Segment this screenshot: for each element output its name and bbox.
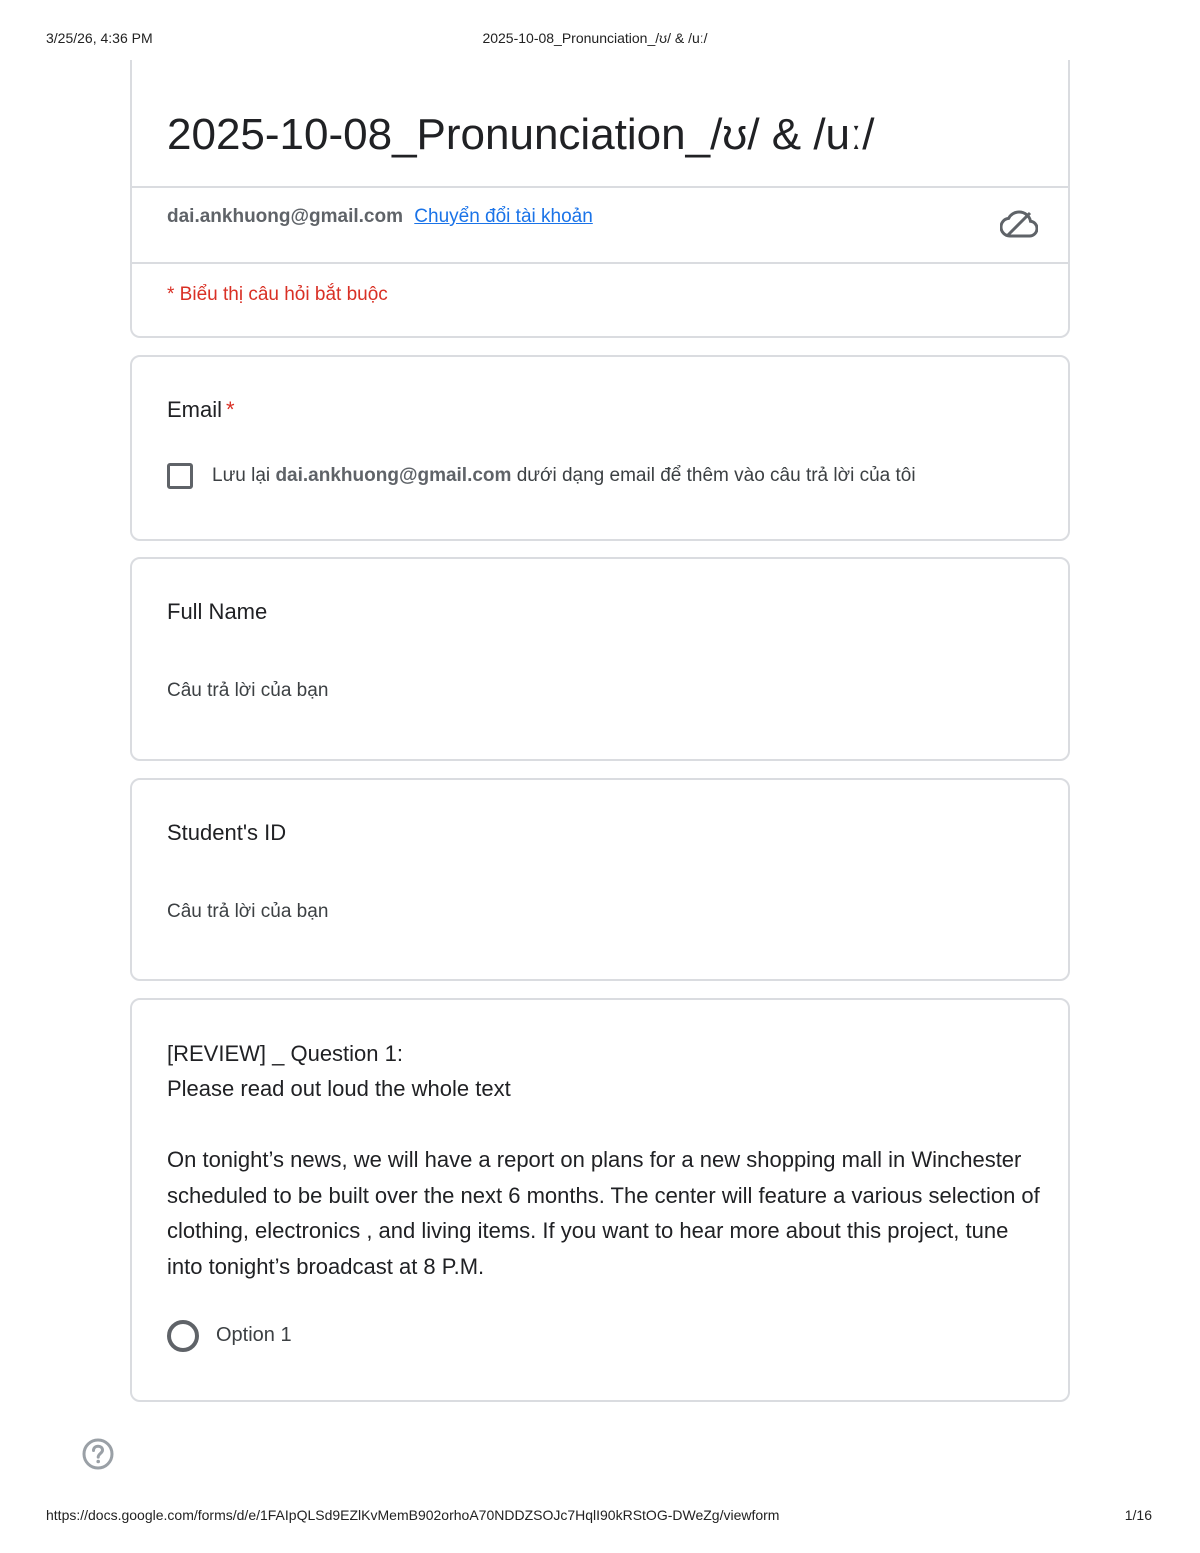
review-question-card [130,998,1070,1402]
save-email-checkbox[interactable] [167,463,193,489]
review-question-number: [REVIEW] _ Question 1: [167,1041,403,1066]
review-question-instruction: Please read out loud the whole text [167,1076,511,1101]
help-circle-icon[interactable] [82,1438,114,1470]
student-id-question-card [130,778,1070,981]
form-title: 2025-10-08_Pronunciation_/ʊ/ & /uː/ [167,110,875,159]
account-row [167,206,593,228]
account-email: dai.ankhuong@gmail.com [167,206,403,227]
email-question-card [130,355,1070,541]
form-header-card [130,60,1070,338]
student-id-title: Student's ID [167,820,287,845]
save-email-address: dai.ankhuong@gmail.com [275,465,512,486]
review-question-heading [167,1036,511,1106]
student-id-input[interactable] [167,896,587,928]
full-name-input[interactable] [167,675,587,707]
save-email-label[interactable] [212,465,916,487]
full-name-title: Full Name [167,599,268,624]
option-1-label[interactable]: Option 1 [216,1324,292,1346]
print-url: https://docs.google.com/forms/d/e/1FAIpQLSd9EZlKvMemB902orhoA70NDDZSOJc7HqlI90kRStOG-DWeZg/viewform [46,1507,780,1523]
account-divider [132,262,1068,264]
save-email-prefix: Lưu lại [212,465,271,486]
print-page-title: 2025-10-08_Pronunciation_/ʊ/ & /uː/ [482,30,708,46]
reading-passage: On tonight’s news, we will have a report on plans for a new shopping mall in Winchester scheduled to be built over the next 6 months. The center will feature a various selection of clothing, electronics , and living items. If you want to hear more about this project, tune into tonight’s broadcast at 8 P.M. [167,1147,1040,1279]
cloud-off-icon[interactable] [1000,210,1038,238]
print-header [0,30,1200,50]
required-asterisk: * [226,397,235,422]
header-divider [132,186,1068,188]
email-title-text: Email [167,397,223,422]
email-question-title [167,397,235,423]
required-note: * Biểu thị câu hỏi bắt buộc [167,284,388,305]
print-footer [0,1507,1200,1527]
option-1-radio[interactable] [167,1320,199,1352]
switch-account-link[interactable]: Chuyển đổi tài khoản [414,206,593,227]
save-email-suffix: dưới dạng email để thêm vào câu trả lời của tôi [516,465,916,486]
print-date: 3/25/26, 4:36 PM [46,30,153,46]
full-name-question-card [130,557,1070,761]
print-page-number: 1/16 [1124,1507,1152,1523]
